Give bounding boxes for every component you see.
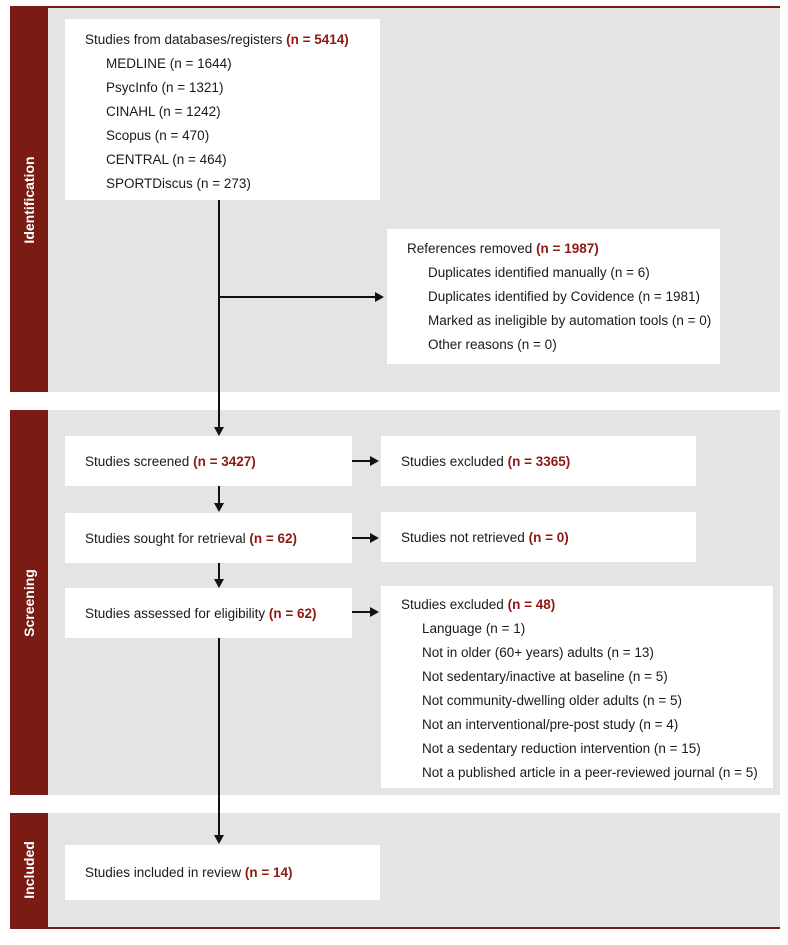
list-item: Not an interventional/pre-post study (n = 4) [422, 717, 679, 732]
section-band-included [10, 813, 48, 927]
count: (n = 5414) [286, 32, 349, 47]
box-title: Studies sought for retrieval [85, 530, 246, 546]
box-title: Studies excluded [401, 453, 504, 469]
count: (n = 3365) [507, 453, 571, 469]
connector [218, 200, 220, 427]
connector [218, 638, 220, 835]
list-item: Not a published article in a peer-reviewed journal (n = 5) [422, 765, 758, 780]
connector [218, 563, 220, 579]
count: (n = 14) [244, 865, 293, 880]
list-item: Not sedentary/inactive at baseline (n = 5) [422, 669, 668, 684]
list-item: CINAHL (n = 1242) [106, 104, 221, 119]
arrow-down-icon [214, 835, 224, 844]
arrow-right-icon [370, 533, 379, 543]
not-retrieved-box [381, 512, 696, 562]
count: (n = 1987) [536, 241, 599, 256]
excluded-eligibility-box [381, 586, 773, 788]
list-item: CENTRAL (n = 464) [106, 152, 227, 167]
list-item: MEDLINE (n = 1644) [106, 56, 232, 71]
list-item: Other reasons (n = 0) [428, 337, 557, 352]
sought-box [65, 513, 352, 563]
databases-box [65, 19, 380, 200]
excluded-screen-box [381, 436, 696, 486]
arrow-right-icon [375, 292, 384, 302]
box-title: Studies not retrieved [401, 529, 525, 545]
list-item: PsycInfo (n = 1321) [106, 80, 224, 95]
removed-box [387, 229, 720, 364]
connector [352, 460, 370, 462]
box-title: Studies from databases/registers [85, 32, 287, 47]
connector [352, 611, 370, 613]
screened-box [65, 436, 352, 486]
box-title: Studies included in review [85, 865, 242, 880]
arrow-down-icon [214, 579, 224, 588]
included-box [65, 845, 380, 900]
count: (n = 0) [528, 529, 569, 545]
arrow-right-icon [370, 456, 379, 466]
assessed-box [65, 588, 352, 638]
list-item: Language (n = 1) [422, 621, 526, 636]
list-item: Marked as ineligible by automation tools (n = 0) [428, 313, 712, 328]
connector [352, 537, 370, 539]
list-item: Duplicates identified manually (n = 6) [428, 265, 650, 280]
box-title: References removed [407, 241, 537, 256]
arrow-down-icon [214, 503, 224, 512]
box-title: Studies assessed for eligibility [85, 605, 266, 621]
bottom-rule [10, 927, 780, 929]
box-title: Studies screened [85, 453, 190, 469]
section-band-screening [10, 410, 48, 795]
section-label: Included [21, 841, 37, 899]
count: (n = 3427) [193, 453, 256, 469]
count: (n = 48) [507, 597, 556, 612]
list-item: Not in older (60+ years) adults (n = 13) [422, 645, 654, 660]
arrow-right-icon [370, 607, 379, 617]
section-band-identification [10, 8, 48, 392]
section-label: Screening [21, 568, 37, 637]
count: (n = 62) [268, 605, 317, 621]
section-label: Identification [21, 156, 37, 244]
list-item: Not community-dwelling older adults (n = 5) [422, 693, 682, 708]
list-item: SPORTDiscus (n = 273) [106, 176, 251, 191]
list-item: Not a sedentary reduction intervention (n = 15) [422, 741, 701, 756]
connector [218, 296, 375, 298]
box-title: Studies excluded [401, 597, 508, 612]
connector [218, 486, 220, 503]
list-item: Scopus (n = 470) [106, 128, 210, 143]
count: (n = 62) [249, 530, 297, 546]
list-item: Duplicates identified by Covidence (n = 1981) [428, 289, 701, 304]
arrow-down-icon [214, 427, 224, 436]
